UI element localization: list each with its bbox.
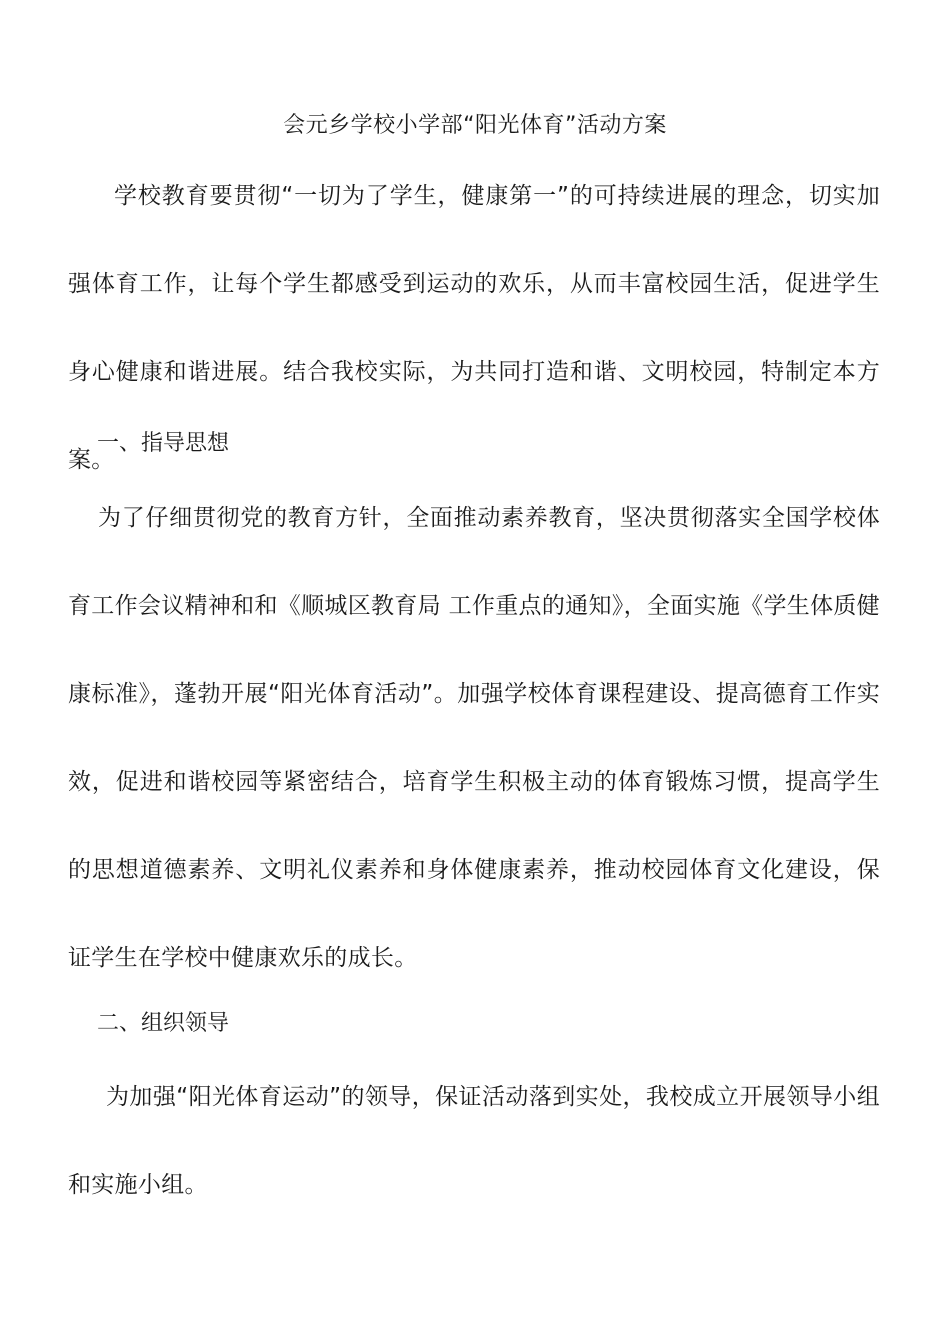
section-heading-guiding-ideology: 一、指导思想 — [97, 431, 230, 456]
section-body-guiding-ideology: 为了仔细贯彻党的教育方针，全面推动素养教育，坚决贯彻落实全国学校体育工作会议精神和和《顺城区教育局 工作重点的通知》，全面实施《学生体质健康标准》，蓬勃开展“阳光体育活动”。加强学校体育课程建设、提高德育工作实效，促进和谐校园等紧密结合，培育学生积极主动的体育锻炼习惯，提高学生的思想道德素养、文明礼仪素养和身体健康素养，推动校园体育文化建设，保证学生在学校中健康欢乐的成长。 — [68, 505, 880, 971]
section-body-organization: 为加强“阳光体育运动”的领导，保证活动落到实处，我校成立开展领导小组和实施小组。 — [68, 1084, 880, 1198]
section-heading-organization: 二、组织领导 — [97, 1011, 230, 1036]
document-title: 会元乡学校小学部“阳光体育”活动方案 — [283, 113, 667, 138]
intro-paragraph: 学校教育要贯彻“一切为了学生，健康第一”的可持续进展的理念，切实加强体育工作，让每个学生都感受到运动的欢乐，从而丰富校园生活，促进学生身心健康和谐进展。结合我校实际，为共同打造和谐、文明校园，特制定本方案。 — [68, 183, 880, 473]
